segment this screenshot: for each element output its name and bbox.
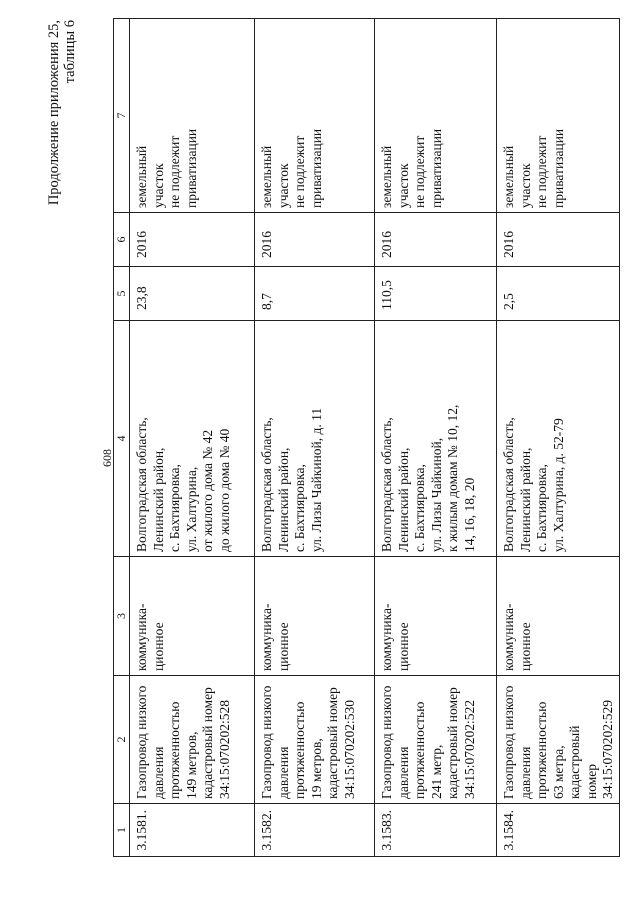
note xyxy=(255,19,375,213)
text-line: коммуника- xyxy=(501,603,516,671)
table-row xyxy=(255,19,375,857)
object-name xyxy=(130,676,255,804)
text-line: давления xyxy=(517,746,533,799)
column-header: 3 xyxy=(114,557,130,676)
text-line: не подлежит xyxy=(167,135,182,208)
text-line: Ленинский район, xyxy=(275,447,291,552)
year-value: 2016 xyxy=(497,213,620,267)
text-line: с. Бахтияровка, xyxy=(292,464,307,552)
text-line: протяженностью xyxy=(167,701,182,799)
text-line: Волгоградская область, xyxy=(259,417,274,552)
text-line: участок xyxy=(517,163,533,208)
text-line: ционное xyxy=(150,622,166,671)
text-line: участок xyxy=(150,163,166,208)
text-line: с. Бахтияровка, xyxy=(412,464,427,552)
text-line: приватизации xyxy=(308,128,324,208)
address xyxy=(130,321,255,557)
text-line: приватизации xyxy=(550,128,566,208)
text-line: кадастровый номер xyxy=(325,687,340,799)
note xyxy=(375,19,497,213)
text-line: земельный xyxy=(501,145,516,208)
text-line: ул. Халтурина, xyxy=(183,466,199,552)
text-line: давления xyxy=(395,746,411,799)
text-line: ционное xyxy=(275,622,291,671)
text-line: Газопровод низкого xyxy=(259,685,274,799)
column-header: 1 xyxy=(114,804,130,857)
column-header: 4 xyxy=(114,321,130,557)
text-line: протяженностью xyxy=(412,701,427,799)
text-line: протяженностью xyxy=(534,701,549,799)
text-line: Волгоградская область, xyxy=(134,417,149,552)
purpose xyxy=(130,557,255,676)
address xyxy=(255,321,375,557)
text-line: приватизации xyxy=(183,128,199,208)
table-row xyxy=(497,19,620,857)
continuation-line-1: Продолжение приложения 25, xyxy=(46,20,62,206)
text-line: номер 34:15:070202:529 xyxy=(583,699,615,799)
text-line: давления xyxy=(150,746,166,799)
text-line: ул. Лизы Чайкиной, xyxy=(428,437,444,552)
text-line: кадастровый номер xyxy=(445,687,460,799)
text-line: не подлежит xyxy=(412,135,427,208)
table-row xyxy=(375,19,497,857)
text-line: Ленинский район, xyxy=(395,447,411,552)
table-header-row xyxy=(114,19,130,857)
text-line: давления xyxy=(275,746,291,799)
column-header: 6 xyxy=(114,213,130,267)
text-line: Газопровод низкого xyxy=(134,685,149,799)
note xyxy=(497,19,620,213)
year-value: 2016 xyxy=(255,213,375,267)
purpose xyxy=(375,557,497,676)
year-value: 2016 xyxy=(130,213,255,267)
text-line: 34:15:070202:530 xyxy=(341,699,357,799)
area-value: 8,7 xyxy=(255,267,375,321)
area-value: 2,5 xyxy=(497,267,620,321)
object-name xyxy=(255,676,375,804)
column-header: 5 xyxy=(114,267,130,321)
text-line: Газопровод низкого xyxy=(379,685,394,799)
purpose xyxy=(497,557,620,676)
text-line: ул. Лизы Чайкиной, д. 11 xyxy=(308,407,324,552)
row-number: 3.1582. xyxy=(255,804,375,857)
column-header: 2 xyxy=(114,676,130,804)
text-line: Газопровод низкого xyxy=(501,685,516,799)
text-line: участок xyxy=(275,163,291,208)
text-line: 19 метров, xyxy=(308,738,324,799)
text-line: Ленинский район, xyxy=(517,447,533,552)
text-line: 63 метра, кадастровый xyxy=(550,725,582,799)
text-line: приватизации xyxy=(428,128,444,208)
text-line: до жилого дома № 40 xyxy=(216,428,232,552)
text-line: 34:15:070202:528 xyxy=(216,699,232,799)
text-line: к жилым домам № 10, 12, xyxy=(445,404,460,552)
text-line: 14, 16, 18, 20 xyxy=(461,477,477,552)
note xyxy=(130,19,255,213)
text-line: коммуника- xyxy=(134,603,149,671)
text-line: Ленинский район, xyxy=(150,447,166,552)
text-line: земельный xyxy=(259,145,274,208)
continuation-line-2: таблицы 6 xyxy=(62,20,78,84)
table-row xyxy=(130,19,255,857)
object-name xyxy=(375,676,497,804)
page-number: 608 xyxy=(100,449,114,467)
row-number: 3.1581. xyxy=(130,804,255,857)
text-line: ционное xyxy=(395,622,411,671)
text-line: Волгоградская область, xyxy=(501,417,516,552)
land-plots-table xyxy=(113,18,620,857)
text-line: участок xyxy=(395,163,411,208)
text-line: коммуника- xyxy=(379,603,394,671)
year-value: 2016 xyxy=(375,213,497,267)
purpose xyxy=(255,557,375,676)
address xyxy=(497,321,620,557)
text-line: 34:15:070202:522 xyxy=(461,699,477,799)
column-header: 7 xyxy=(114,19,130,213)
text-line: не подлежит xyxy=(292,135,307,208)
text-line: с. Бахтияровка, xyxy=(167,464,182,552)
continuation-title xyxy=(46,20,78,205)
text-line: 241 метр, xyxy=(428,744,444,799)
text-line: не подлежит xyxy=(534,135,549,208)
area-value: 23,8 xyxy=(130,267,255,321)
text-line: кадастровый номер xyxy=(200,687,215,799)
address xyxy=(375,321,497,557)
text-line: земельный xyxy=(379,145,394,208)
text-line: 149 метров, xyxy=(183,731,199,799)
row-number: 3.1583. xyxy=(375,804,497,857)
object-name xyxy=(497,676,620,804)
text-line: протяженностью xyxy=(292,701,307,799)
text-line: Волгоградская область, xyxy=(379,417,394,552)
text-line: ционное xyxy=(517,622,533,671)
text-line: от жилого дома № 42 xyxy=(200,429,215,552)
text-line: земельный xyxy=(134,145,149,208)
text-line: с. Бахтияровка, xyxy=(534,464,549,552)
text-line: ул. Халтурина, д. 52-79 xyxy=(550,418,566,552)
text-line: коммуника- xyxy=(259,603,274,671)
row-number: 3.1584. xyxy=(497,804,620,857)
area-value: 110,5 xyxy=(375,267,497,321)
